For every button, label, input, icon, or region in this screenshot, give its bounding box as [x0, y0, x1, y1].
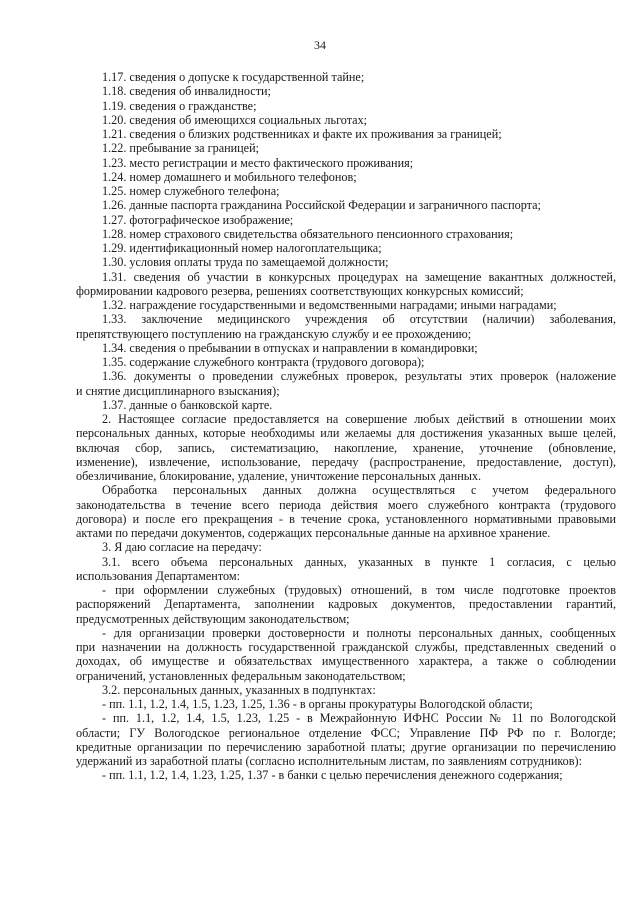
text-line: удержаний из заработной платы (согласно исполнительным листам, по заявлениям сотрудников): — [76, 754, 582, 768]
text-line: распоряжений Департамента, заполнении кадровых документов, предоставлении гарантий, — [76, 597, 616, 612]
text-line: 1.30. условия оплаты труда по замещаемой должности; — [102, 255, 389, 270]
text-line: 1.26. данные паспорта гражданина Российской Федерации и заграничного паспорта; — [102, 198, 541, 213]
text-line: области; ГУ Вологодское региональное отделение ФСС; Управление ПФ РФ по г. Вологде; — [76, 725, 616, 740]
page-number: 34 — [314, 38, 326, 52]
text-line: 1.32. награждение государственными и ведомственными наградами; иными наградами; — [102, 298, 557, 312]
text-line: обезличивание, блокирование, удаление, уничтожение персональных данных. — [76, 469, 482, 483]
text-line: 1.35. содержание служебного контракта (трудового договора); — [102, 355, 425, 369]
text-line: 1.23. место регистрации и место фактического проживания; — [102, 155, 414, 170]
text-line: 1.36. документы о проведении служебных проверок, результаты этих проверок (наложение — [102, 369, 616, 384]
text-line: 1.25. номер служебного телефона; — [102, 184, 280, 198]
text-line: формировании кадрового резерва, решениях соответствующих конкурсных комиссий; — [76, 283, 524, 298]
text-line: 1.22. пребывание за границей; — [102, 141, 259, 156]
text-line: 1.27. фотографическое изображение; — [102, 212, 294, 227]
text-line: - пп. 1.1, 1.2, 1.4, 1.5, 1.23, 1.25 - в Межрайонную ИФНС России № 11 по Вологодской — [102, 711, 616, 726]
text-line: 1.19. сведения о гражданстве; — [102, 98, 257, 113]
text-line: - при оформлении служебных (трудовых) отношений, в том числе подготовке проектов — [102, 583, 616, 597]
text-line: 1.17. сведения о допуске к государственной тайне; — [102, 70, 365, 84]
text-line: изменение), извлечение, использование, передачу (распространение, предоставление, доступ), — [76, 454, 616, 469]
text-line: договора) и после его прекращения - в течение срока, установленного нормативными правовыми — [76, 511, 616, 526]
text-line: доходах, об имуществе и обязательствах имущественного характера, а также о соблюдении — [76, 654, 616, 669]
text-line: 2. Настоящее согласие предоставляется на совершение любых действий в отношении моих — [102, 412, 616, 426]
text-line: кредитные организации по перечислению заработной платы; другие организации по перечислению — [76, 739, 616, 754]
text-line: использования Департаментом: — [76, 568, 240, 583]
text-line: актами по передачи документов, содержащих персональные данные на архивное хранение. — [76, 526, 551, 540]
text-line: 1.29. идентификационный номер налогоплательщика; — [102, 241, 382, 255]
text-line: включая сбор, запись, систематизацию, накопление, хранение, уточнение (обновление, — [76, 440, 616, 455]
text-line: законодательства в течение всего периода действия моего служебного контракта (трудового — [76, 497, 616, 512]
text-line: Обработка персональных данных должна осуществляться с учетом федерального — [102, 483, 616, 498]
text-line: 1.21. сведения о близких родственниках и факте их проживания за границей; — [102, 127, 502, 141]
text-line: - для организации проверки достоверности и полноты персональных данных, сообщенных — [102, 625, 616, 640]
text-line: 1.28. номер страхового свидетельства обязательного пенсионного страхования; — [102, 226, 514, 241]
text-line: препятствующего поступлению на гражданскую службу и ее прохождению; — [76, 326, 472, 341]
text-line: 1.33. заключение медицинского учреждения об отсутствии (наличии) заболевания, — [102, 312, 616, 327]
text-line: 1.18. сведения об инвалидности; — [102, 84, 271, 99]
text-line: 1.37. данные о банковской карте. — [102, 397, 273, 412]
text-line: персональных данных, которые необходимы или желаемы для достижения указанных выше целей, — [76, 426, 616, 441]
text-line: при назначении на должность государственной гражданской службы, представленных сведений о — [76, 640, 616, 654]
text-line: 1.34. сведения о пребывании в отпусках и направлении в командировки; — [102, 340, 478, 355]
text-line: 3. Я даю согласие на передачу: — [102, 540, 262, 555]
text-line: - пп. 1.1, 1.2, 1.4, 1.5, 1.23, 1.25, 1.36 - в органы прокуратуры Вологодской области; — [102, 697, 533, 711]
text-line: и снятие дисциплинарного взыскания); — [76, 383, 280, 398]
text-line: ограничений, установленных федеральным законодательством; — [76, 668, 406, 683]
text-line: 3.1. всего объема персональных данных, указанных в пункте 1 согласия, с целью — [102, 554, 616, 569]
text-line: 1.20. сведения об имеющихся социальных льготах; — [102, 112, 368, 127]
text-line: 1.31. сведения об участии в конкурсных процедурах на замещение вакантных должностей, — [102, 269, 616, 284]
document-body — [76, 70, 616, 783]
text-line: 1.24. номер домашнего и мобильного телефонов; — [102, 169, 357, 184]
text-line: - пп. 1.1, 1.2, 1.4, 1.23, 1.25, 1.37 - в банки с целью перечисления денежного содержания; — [102, 768, 563, 783]
text-line: предусмотренных действующим законодательством; — [76, 611, 350, 626]
text-line: 3.2. персональных данных, указанных в подпунктах: — [102, 682, 376, 697]
